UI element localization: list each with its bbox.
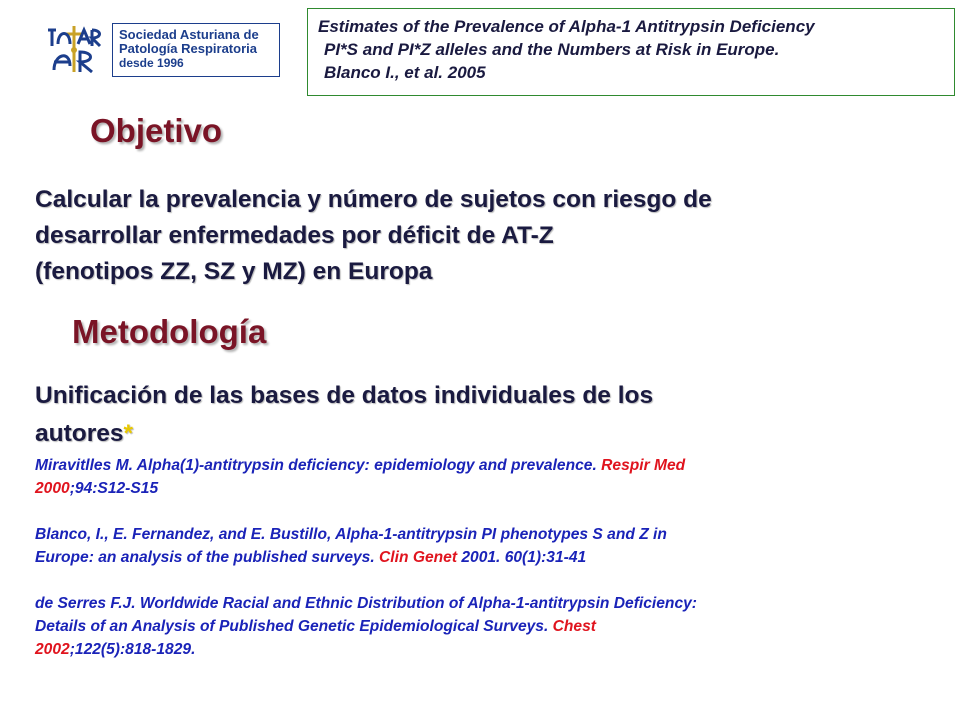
metodologia-line1: Unificación de las bases de datos individuales de los (35, 382, 654, 409)
objetivo-line3: (fenotipos ZZ, SZ y MZ) en Europa (35, 258, 433, 285)
reference-journal: Respir Med (601, 457, 686, 474)
reference-journal: Clin Genet (379, 549, 458, 566)
reference-year: 2002 (35, 641, 70, 658)
society-founded: desde 1996 (119, 56, 184, 70)
metodologia-heading: Metodología (72, 313, 267, 350)
reference-text: ;122(5):818-1829. (69, 641, 196, 658)
reference-text: de Serres F.J. Worldwide Racial and Ethnic Distribution of Alpha-1-antitrypsin Deficiency: (35, 595, 697, 612)
reference-journal: Chest (552, 618, 596, 635)
asterisk-marker: * (123, 420, 134, 447)
society-name-line2: Patología Respiratoria (119, 41, 257, 56)
reference-item (35, 592, 955, 661)
objetivo-line2: desarrollar enfermedades por déficit de AT-Z (35, 222, 554, 249)
reference-year: 2000 (35, 480, 70, 497)
reference-text: Blanco, I., E. Fernandez, and E. Bustillo, Alpha-1-antitrypsin PI phenotypes S and Z in (35, 526, 667, 543)
objetivo-line1: Calcular la prevalencia y número de sujetos con riesgo de (35, 186, 712, 213)
reference-text: Europe: an analysis of the published surveys. (35, 549, 380, 566)
source-citation-box (307, 8, 955, 96)
citation-title-line1: Estimates of the Prevalence of Alpha-1 Antitrypsin Deficiency (318, 17, 815, 36)
metodologia-text (35, 377, 950, 453)
reference-text: Miravitlles M. Alpha(1)-antitrypsin deficiency: epidemiology and prevalence. (35, 457, 602, 474)
metodologia-line2 (35, 415, 950, 453)
reference-text: ;94:S12-S15 (69, 480, 159, 497)
reference-text: 2001. 60(1):31-41 (457, 549, 587, 566)
society-logo (40, 20, 280, 78)
objetivo-text (35, 182, 950, 290)
citation-authors: Blanco I., et al. 2005 (324, 63, 486, 82)
citation-title-line2: PI*S and PI*Z alleles and the Numbers at Risk in Europe. (324, 40, 780, 59)
society-name-line1: Sociedad Asturiana de (119, 27, 259, 42)
saprepi-emblem-icon (40, 20, 108, 78)
society-name (112, 23, 280, 77)
objetivo-heading: Objetivo (90, 112, 223, 149)
reference-text: Details of an Analysis of Published Genetic Epidemiological Surveys. (35, 618, 553, 635)
reference-list (35, 454, 955, 684)
reference-item (35, 454, 955, 500)
metodologia-line2-text: autores (35, 420, 124, 447)
reference-item (35, 523, 955, 569)
